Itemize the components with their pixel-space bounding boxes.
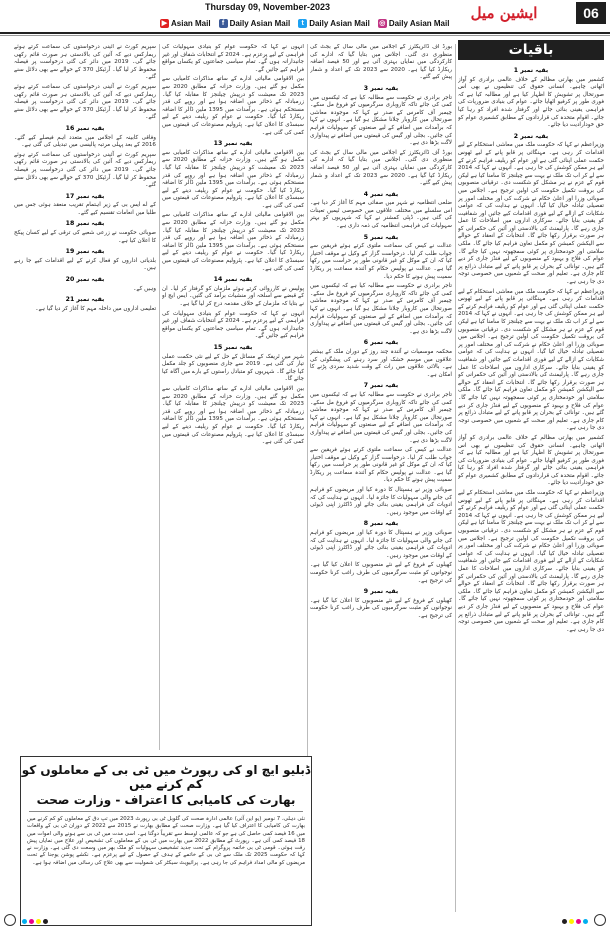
article-text: عدالت نے کیس کی سماعت ملتوی کرتے ہوئے فریقین سے جواب طلب کر لیا۔ درخواست گزار کے وکیل نے موقف اختیار کیا کہ ان کے موکل کو غیر قانونی طور پر حراست میں رکھا گیا ہے۔ عدالت نے پولیس حکام کو آئندہ سماعت پر ریکارڈ سمیت پیش ہونے کا حکم دیا۔ <box>310 447 452 484</box>
boxed-article-subtitle: بھارت کی کامیابی کا اعتراف - وزارت صحت <box>36 793 296 807</box>
continuation-heading: بقیہ نمبر 15 <box>213 343 253 351</box>
article-text: شہر میں ٹریفک کے مسائل کے حل کے لیے نئی حکمت عملی تیار کی گئی ہے۔ 2019 سے جاری منصوبوں کو جلد مکمل کیا جائے گا۔ شہریوں کو متبادل راستوں کے بارے میں آگاہ کیا جائے گا۔ <box>162 353 304 383</box>
header-rule-thin <box>0 35 610 36</box>
continuation-heading: بقیہ نمبر 3 <box>363 84 399 92</box>
continuation-heading: بقیہ نمبر 2 <box>513 132 549 140</box>
boxed-article-title: ڈبلیو ایچ او کی رپورٹ میں ٹی بی کے معاملوں کو کم کرنے میں <box>21 763 311 791</box>
continuation-heading: بقیہ نمبر 18 <box>65 220 105 228</box>
article-text: سپریم کورٹ نے آئینی درخواستوں کی سماعت کرتے ہوئے ریمارکس دیے کہ آئین کی بالادستی ہر صورت قائم رکھی جائے گی۔ 2019 میں دائر کی گئی درخواست پر فیصلہ محفوظ کر لیا گیا۔ آرٹیکل 370 کے حوالے سے بھی دلائل سنے گئے۔ <box>14 83 156 121</box>
social-link-instagram[interactable]: ◎ Daily Asian Mail <box>379 18 450 28</box>
article-text: بورڈ آف ڈائریکٹرز کے اجلاس میں مالی سال کے بجٹ کی منظوری دی گئی۔ اجلاس میں بتایا گیا کہ ادارے کی کارکردگی میں نمایاں بہتری آئی ہے اور 50 فیصد اضافہ ریکارڈ کیا گیا ہے۔ 2020 سے 2023 تک کے اعداد و شمار پیش کیے گئے۔ <box>310 44 452 81</box>
column-divider <box>159 44 160 750</box>
article-text: کے اے ایس بی کے زیر اہتمام تقریب منعقد ہوئی جس میں طلبا میں انعامات تقسیم کیے گئے۔ <box>14 202 156 216</box>
continuation-heading: بقیہ نمبر 17 <box>65 192 105 200</box>
instagram-icon: ◎ <box>379 19 386 27</box>
continuation-heading: بقیہ نمبر 6 <box>363 339 399 347</box>
header-rule <box>0 32 610 34</box>
continuation-heading: بقیہ نمبر 4 <box>363 190 399 198</box>
article-text: صوبائی وزیر نے ہسپتال کا دورہ کیا اور مریضوں کو فراہم کی جانے والی سہولیات کا جائزہ لیا۔ انہوں نے ہدایت کی کہ ادویات کی فراہمی یقینی بنائی جائے اور ڈاکٹرز اپنی ڈیوٹی کے اوقات میں موجود رہیں۔ <box>310 487 452 516</box>
article-text: پولیس نے کارروائی کرتے ہوئے ملزمان کو گرفتار کر لیا۔ ان کے قبضے سے اسلحہ اور منشیات برآمد کی گئیں۔ ایس ایچ او نے بتایا کہ ملزمان کے خلاف مقدمہ درج کر لیا گیا ہے۔ <box>162 285 304 307</box>
facebook-icon: f <box>219 19 228 28</box>
article-text: صوبائی وزیر نے ہسپتال کا دورہ کیا اور مریضوں کو فراہم کی جانے والی سہولیات کا جائزہ لیا۔ انہوں نے ہدایت کی کہ ادویات کی فراہمی یقینی بنائی جائے اور ڈاکٹرز اپنی ڈیوٹی کے اوقات میں موجود رہیں۔ <box>310 530 452 559</box>
article-text: وہیں کے۔ <box>133 285 156 292</box>
article-text: تاجر برادری نے حکومت سے مطالبہ کیا ہے کہ ٹیکسوں میں کمی کی جائے تاکہ کاروباری سرگرمیوں کو فروغ مل سکے۔ چیمبر آف کامرس کے صدر نے کہا کہ موجودہ معاشی صورتحال میں کاروبار چلانا مشکل ہو گیا ہے۔ انہوں نے کہا کہ برآمدات میں اضافے کے لیے صنعتوں کو سہولیات فراہم کی جائیں۔ بجلی اور گیس کی قیمتوں میں اضافے نے پیداواری لاگت بڑھا دی ہے۔ <box>310 391 452 444</box>
column-3 <box>162 44 304 750</box>
article-text: صوبائی حکومت نے زرعی شعبے کی ترقی کے لیے کسان پیکج کا اعلان کیا ہے۔ <box>14 230 156 244</box>
social-link-facebook[interactable]: f Daily Asian Mail <box>219 16 291 30</box>
article-text: بلدیاتی اداروں کو فعال کرنے کے لیے اقدامات کیے جا رہے ہیں۔ <box>14 257 156 272</box>
article-text: سپریم کورٹ نے آئینی درخواستوں کی سماعت کرتے ہوئے ریمارکس دیے کہ آئین کی بالادستی ہر صورت قائم رکھی جائے گی۔ 2019 میں دائر کی گئی درخواست پر فیصلہ محفوظ کر لیا گیا۔ آرٹیکل 370 کے حوالے سے بھی دلائل سنے گئے۔ <box>14 151 156 189</box>
boxed-article-body: نئی دہلی، 7 نومبر (یو این آئی) عالمی ادارہ صحت کی گلوبل ٹی بی رپورٹ 2023 میں تپ دق کے معاملوں کو کم کرنے میں بھارت کی کامیابی کا اعتراف کیا گیا ہے۔ وزارت صحت کے مطابق بھارت نے 2015 سے 2022 کے دوران ٹی بی کے واقعات میں 16 فیصد کمی حاصل کی ہے جو کہ عالمی اوسط سے تقریباً دوگنا ہے۔ اسی مدت میں ٹی بی سے ہونے والی اموات میں 18 فیصد کمی آئی ہے۔ رپورٹ کے مطابق 2022 میں بھارت میں ٹی بی کے معاملوں کی تشخیص اور علاج میں نمایاں پیش رفت ہوئی۔ قومی ٹی بی خاتمہ پروگرام کے تحت جدید تشخیصی سہولیات کو ملک بھر میں وسعت دی گئی ہے۔ وزارت نے کہا کہ حکومت 2025 تک ملک سے ٹی بی کے خاتمے کے ہدف کے حصول کے لیے پرعزم ہے۔ نکشے پوشن یوجنا کے تحت مریضوں کو مالی امداد فراہم کی جا رہی ہے۔ پرائیویٹ سیکٹر کی شمولیت سے بھی علاج کی رسائی میں اضافہ ہوا ہے۔ <box>27 816 306 866</box>
continuation-heading: بقیہ نمبر 19 <box>65 248 105 256</box>
boxed-article-divider <box>29 811 303 812</box>
continuation-heading: بقیہ نمبر 14 <box>213 276 253 284</box>
continuation-heading: بقیہ نمبر 20 <box>65 276 105 284</box>
page-number: 06 <box>576 2 606 24</box>
article-text: عدالت نے کیس کی سماعت ملتوی کرتے ہوئے فریقین سے جواب طلب کر لیا۔ درخواست گزار کے وکیل نے موقف اختیار کیا کہ ان کے موکل کو غیر قانونی طور پر حراست میں رکھا گیا ہے۔ عدالت نے پولیس حکام کو آئندہ سماعت پر ریکارڈ سمیت پیش ہونے کا حکم دیا۔ <box>310 243 452 280</box>
color-dots-right <box>562 919 588 924</box>
article-text: تعلیمی اداروں میں داخلہ مہم کا آغاز کر دیا گیا ہے۔ <box>35 305 156 312</box>
continuation-heading: بقیہ نمبر 1 <box>513 67 549 74</box>
print-color-bar <box>0 916 610 926</box>
article-text: ضلعی انتظامیہ نے شہر میں صفائی مہم کا آغاز کر دیا ہے۔ اس سلسلے میں مختلف علاقوں میں خصوصی ٹیمیں تعینات کی گئی ہیں۔ ڈپٹی کمشنر نے کہا کہ شہریوں کو بہتر سہولیات کی فراہمی انتظامیہ کی ذمہ داری ہے۔ <box>310 200 452 230</box>
article-text: وزیراعظم نے کہا کہ حکومت ملک میں معاشی استحکام کے لیے اقدامات کر رہی ہے۔ مہنگائی پر قابو پانے کے لیے ٹھوس حکمت عملی اپنائی گئی ہے اور عوام کو ریلیف فراہم کرنے کے لیے ہر ممکن کوشش کی جا رہی ہے۔ انہوں نے کہا کہ 2014 سے لے کر اب تک ملک نے بہت سے چیلنجز کا سامنا کیا ہے لیکن قوم کے عزم نے ہر مشکل کو شکست دی۔ ترقیاتی منصوبوں کی بروقت تکمیل حکومت کی اولین ترجیح ہے۔ اجلاس میں صوبائی وزرا اور اعلیٰ حکام نے شرکت کی اور مختلف امور پر تفصیلی تبادلہ خیال کیا گیا۔ انہوں نے ہدایت کی کہ عوامی شکایات کے ازالے کے لیے فوری اقدامات کیے جائیں اور شفافیت کو یقینی بنایا جائے۔ سرکاری اداروں میں اصلاحات کا عمل جاری رہے گا۔ پارلیمنٹ کی بالادستی اور آئین کی حکمرانی کو ہر صورت برقرار رکھا جائے گا۔ انتخابات کے انعقاد کے حوالے سے الیکشن کمیشن کو مکمل تعاون فراہم کیا جائے گا۔ ملکی سلامتی اور خودمختاری پر کوئی سمجھوتہ نہیں کیا جائے گا۔ عوام کی فلاح و بہبود کے منصوبوں کے لیے فنڈز جاری کر دیے گئے ہیں۔ توانائی کے بحران پر قابو پانے کے لیے متبادل ذرائع پر کام جاری ہے۔ تعلیم اور صحت کے شعبوں میں خصوصی توجہ دی جا رہی ہے۔ <box>458 288 604 432</box>
continuation-heading: بقیہ نمبر 13 <box>213 140 253 148</box>
boxed-article <box>20 756 312 926</box>
social-link-twitter[interactable]: t Daily Asian Mail <box>298 16 370 30</box>
article-text: کھیلوں کے فروغ کے لیے نئے منصوبوں کا اعلان کیا گیا ہے۔ نوجوانوں کو مثبت سرگرمیوں کی طرف راغب کرنا حکومت کی ترجیح ہے۔ <box>310 597 452 619</box>
article-text: بین الاقوامی مالیاتی ادارے کے ساتھ مذاکرات کامیابی سے مکمل ہو گئے ہیں۔ وزارت خزانہ کے مطابق 2020 سے 2023 تک معیشت کو درپیش چیلنجز کا مقابلہ کیا گیا۔ زرمبادلہ کے ذخائر میں اضافہ ہوا ہے اور روپے کی قدر مستحکم ہوئی ہے۔ برآمدات میں 1395 ملین ڈالر کا اضافہ ریکارڈ کیا گیا۔ حکومت نے عوام کو ریلیف دینے کے لیے سبسڈی کا اعلان کیا ہے۔ پٹرولیم مصنوعات کی قیمتوں میں کمی کی گئی ہے۔ <box>162 149 304 209</box>
continuation-heading: بقیہ نمبر 9 <box>363 588 399 596</box>
article-text: بین الاقوامی مالیاتی ادارے کے ساتھ مذاکرات کامیابی سے مکمل ہو گئے ہیں۔ وزارت خزانہ کے مطابق 2020 سے 2023 تک معیشت کو درپیش چیلنجز کا مقابلہ کیا گیا۔ زرمبادلہ کے ذخائر میں اضافہ ہوا ہے اور روپے کی قدر مستحکم ہوئی ہے۔ برآمدات میں 1395 ملین ڈالر کا اضافہ ریکارڈ کیا گیا۔ حکومت نے عوام کو ریلیف دینے کے لیے سبسڈی کا اعلان کیا ہے۔ پٹرولیم مصنوعات کی قیمتوں میں کمی کی گئی ہے۔ <box>162 76 304 136</box>
article-text: وزیراعظم نے کہا کہ حکومت ملک میں معاشی استحکام کے لیے اقدامات کر رہی ہے۔ مہنگائی پر قابو پانے کے لیے ٹھوس حکمت عملی اپنائی گئی ہے اور عوام کو ریلیف فراہم کرنے کے لیے ہر ممکن کوشش کی جا رہی ہے۔ انہوں نے کہا کہ 2014 سے لے کر اب تک ملک نے بہت سے چیلنجز کا سامنا کیا ہے لیکن قوم کے عزم نے ہر مشکل کو شکست دی۔ ترقیاتی منصوبوں کی بروقت تکمیل حکومت کی اولین ترجیح ہے۔ اجلاس میں صوبائی وزرا اور اعلیٰ حکام نے شرکت کی اور مختلف امور پر تفصیلی تبادلہ خیال کیا گیا۔ انہوں نے ہدایت کی کہ عوامی شکایات کے ازالے کے لیے فوری اقدامات کیے جائیں اور شفافیت کو یقینی بنایا جائے۔ سرکاری اداروں میں اصلاحات کا عمل جاری رہے گا۔ پارلیمنٹ کی بالادستی اور آئین کی حکمرانی کو ہر صورت برقرار رکھا جائے گا۔ انتخابات کے انعقاد کے حوالے سے الیکشن کمیشن کو مکمل تعاون فراہم کیا جائے گا۔ ملکی سلامتی اور خودمختاری پر کوئی سمجھوتہ نہیں کیا جائے گا۔ عوام کی فلاح و بہبود کے منصوبوں کے لیے فنڈز جاری کر دیے گئے ہیں۔ توانائی کے بحران پر قابو پانے کے لیے متبادل ذرائع پر کام جاری ہے۔ تعلیم اور صحت کے شعبوں میں خصوصی توجہ دی جا رہی ہے۔ <box>458 142 604 286</box>
social-links <box>160 16 449 30</box>
continuation-heading: بقیہ نمبر 16 <box>65 124 105 132</box>
article-text: بین الاقوامی مالیاتی ادارے کے ساتھ مذاکرات کامیابی سے مکمل ہو گئے ہیں۔ وزارت خزانہ کے مطابق 2020 سے 2023 تک معیشت کو درپیش چیلنجز کا مقابلہ کیا گیا۔ زرمبادلہ کے ذخائر میں اضافہ ہوا ہے اور روپے کی قدر مستحکم ہوئی ہے۔ برآمدات میں 1395 ملین ڈالر کا اضافہ ریکارڈ کیا گیا۔ حکومت نے عوام کو ریلیف دینے کے لیے سبسڈی کا اعلان کیا ہے۔ پٹرولیم مصنوعات کی قیمتوں میں کمی کی گئی ہے۔ <box>162 212 304 272</box>
article-text: بورڈ آف ڈائریکٹرز کے اجلاس میں مالی سال کے بجٹ کی منظوری دی گئی۔ اجلاس میں بتایا گیا کہ ادارے کی کارکردگی میں نمایاں بہتری آئی ہے اور 50 فیصد اضافہ ریکارڈ کیا گیا ہے۔ 2020 سے 2023 تک کے اعداد و شمار پیش کیے گئے۔ <box>310 149 452 187</box>
article-text: سپریم کورٹ نے آئینی درخواستوں کی سماعت کرتے ہوئے ریمارکس دیے کہ آئین کی بالادستی ہر صورت قائم رکھی جائے گی۔ 2019 میں دائر کی گئی درخواست پر فیصلہ محفوظ کر لیا گیا۔ آرٹیکل 370 کے حوالے سے بھی دلائل سنے گئے۔ <box>14 44 156 81</box>
article-text: کشمیر میں بھارتی مظالم کے خلاف عالمی برادری کو آواز اٹھانی چاہیے۔ انسانی حقوق کی تنظیموں نے بھی اس صورتحال پر تشویش کا اظہار کیا ہے اور مطالبہ کیا ہے کہ فوری طور پر کرفیو اٹھایا جائے۔ عوام کی بنیادی ضروریات کی فراہمی یقینی بنائی جائے اور گرفتار شدہ افراد کو رہا کیا جائے۔ اقوام متحدہ کی قراردادوں کے مطابق کشمیری عوام کو حق خودارادیت دیا جائے۔ <box>458 434 604 487</box>
article-text: کھیلوں کے فروغ کے لیے نئے منصوبوں کا اعلان کیا گیا ہے۔ نوجوانوں کو مثبت سرگرمیوں کی طرف راغب کرنا حکومت کی ترجیح ہے۔ <box>310 562 452 584</box>
article-text: کشمیر میں بھارتی مظالم کے خلاف عالمی برادری کو آواز اٹھانی چاہیے۔ انسانی حقوق کی تنظیموں نے بھی اس صورتحال پر تشویش کا اظہار کیا ہے اور مطالبہ کیا ہے کہ فوری طور پر کرفیو اٹھایا جائے۔ عوام کی بنیادی ضروریات کی فراہمی یقینی بنائی جائے اور گرفتار شدہ افراد کو رہا کیا جائے۔ اقوام متحدہ کی قراردادوں کے مطابق کشمیری عوام کو حق خودارادیت دیا جائے۔ <box>458 76 604 129</box>
article-text: محکمہ موسمیات نے آئندہ چند روز کے دوران ملک کے بیشتر علاقوں میں موسم خشک اور سرد رہنے کی پیشگوئی کی ہے۔ بالائی علاقوں میں رات کے وقت شدید سردی پڑنے کا امکان ہے۔ <box>310 348 452 378</box>
newspaper-logo: ایشین میل <box>470 4 538 22</box>
color-dots-left <box>22 919 48 924</box>
section-title: باقیات <box>458 40 604 60</box>
social-link-youtube[interactable]: ▶ Asian Mail <box>161 18 211 28</box>
twitter-icon: t <box>298 19 307 28</box>
column-1 <box>458 64 604 914</box>
article-text: وزیراعظم نے کہا کہ حکومت ملک میں معاشی استحکام کے لیے اقدامات کر رہی ہے۔ مہنگائی پر قابو پانے کے لیے ٹھوس حکمت عملی اپنائی گئی ہے اور عوام کو ریلیف فراہم کرنے کے لیے ہر ممکن کوشش کی جا رہی ہے۔ انہوں نے کہا کہ 2014 سے لے کر اب تک ملک نے بہت سے چیلنجز کا سامنا کیا ہے لیکن قوم کے عزم نے ہر مشکل کو شکست دی۔ ترقیاتی منصوبوں کی بروقت تکمیل حکومت کی اولین ترجیح ہے۔ اجلاس میں صوبائی وزرا اور اعلیٰ حکام نے شرکت کی اور مختلف امور پر تفصیلی تبادلہ خیال کیا گیا۔ انہوں نے ہدایت کی کہ عوامی شکایات کے ازالے کے لیے فوری اقدامات کیے جائیں اور شفافیت کو یقینی بنایا جائے۔ سرکاری اداروں میں اصلاحات کا عمل جاری رہے گا۔ پارلیمنٹ کی بالادستی اور آئین کی حکمرانی کو ہر صورت برقرار رکھا جائے گا۔ انتخابات کے انعقاد کے حوالے سے الیکشن کمیشن کو مکمل تعاون فراہم کیا جائے گا۔ ملکی سلامتی اور خودمختاری پر کوئی سمجھوتہ نہیں کیا جائے گا۔ عوام کی فلاح و بہبود کے منصوبوں کے لیے فنڈز جاری کر دیے گئے ہیں۔ توانائی کے بحران پر قابو پانے کے لیے متبادل ذرائع پر کام جاری ہے۔ تعلیم اور صحت کے شعبوں میں خصوصی توجہ دی جا رہی ہے۔ <box>458 490 604 633</box>
continuation-heading: بقیہ نمبر 7 <box>363 382 399 390</box>
column-2 <box>310 44 452 914</box>
article-text: بین الاقوامی مالیاتی ادارے کے ساتھ مذاکرات کامیابی سے مکمل ہو گئے ہیں۔ وزارت خزانہ کے مطابق 2020 سے 2023 تک معیشت کو درپیش چیلنجز کا مقابلہ کیا گیا۔ زرمبادلہ کے ذخائر میں اضافہ ہوا ہے اور روپے کی قدر مستحکم ہوئی ہے۔ برآمدات میں 1395 ملین ڈالر کا اضافہ ریکارڈ کیا گیا۔ حکومت نے عوام کو ریلیف دینے کے لیے سبسڈی کا اعلان کیا ہے۔ پٹرولیم مصنوعات کی قیمتوں میں کمی کی گئی ہے۔ <box>162 385 304 446</box>
article-text: انہوں نے کہا کہ حکومت عوام کو بنیادی سہولیات کی فراہمی کے لیے پرعزم ہے۔ 2024 کے انتخابات شفاف اور غیر جانبدارانہ ہوں گے۔ تمام سیاسی جماعتوں کو یکساں مواقع فراہم کیے جائیں گے۔ <box>162 44 304 73</box>
continuation-heading: بقیہ نمبر 5 <box>363 233 399 241</box>
youtube-icon: ▶ <box>161 19 168 27</box>
issue-date: Thursday 09, November-2023 <box>205 2 331 12</box>
column-4 <box>14 44 156 750</box>
page-header <box>0 0 610 40</box>
article-text: وفاقی کابینہ کے اجلاس میں متعدد اہم فیصلے کیے گئے۔ 2016 کے بعد پہلی مرتبہ پالیسی میں تبدیلی کی گئی ہے۔ <box>14 134 156 149</box>
continuation-heading: بقیہ نمبر 21 <box>65 296 105 304</box>
column-divider <box>455 44 456 912</box>
article-text: تاجر برادری نے حکومت سے مطالبہ کیا ہے کہ ٹیکسوں میں کمی کی جائے تاکہ کاروباری سرگرمیوں کو فروغ مل سکے۔ چیمبر آف کامرس کے صدر نے کہا کہ موجودہ معاشی صورتحال میں کاروبار چلانا مشکل ہو گیا ہے۔ انہوں نے کہا کہ برآمدات میں اضافے کے لیے صنعتوں کو سہولیات فراہم کی جائیں۔ بجلی اور گیس کی قیمتوں میں اضافے نے پیداواری لاگت بڑھا دی ہے۔ <box>310 283 452 335</box>
article-text: تاجر برادری نے حکومت سے مطالبہ کیا ہے کہ ٹیکسوں میں کمی کی جائے تاکہ کاروباری سرگرمیوں کو فروغ مل سکے۔ چیمبر آف کامرس کے صدر نے کہا کہ موجودہ معاشی صورتحال میں کاروبار چلانا مشکل ہو گیا ہے۔ انہوں نے کہا کہ برآمدات میں اضافے کے لیے صنعتوں کو سہولیات فراہم کی جائیں۔ بجلی اور گیس کی قیمتوں میں اضافے نے پیداواری لاگت بڑھا دی ہے۔ <box>310 94 452 147</box>
continuation-heading: بقیہ نمبر 8 <box>363 520 399 528</box>
article-text: انہوں نے کہا کہ حکومت عوام کو بنیادی سہولیات کی فراہمی کے لیے پرعزم ہے۔ 2024 کے انتخابات شفاف اور غیر جانبدارانہ ہوں گے۔ تمام سیاسی جماعتوں کو یکساں مواقع فراہم کیے جائیں گے۔ <box>162 310 304 340</box>
